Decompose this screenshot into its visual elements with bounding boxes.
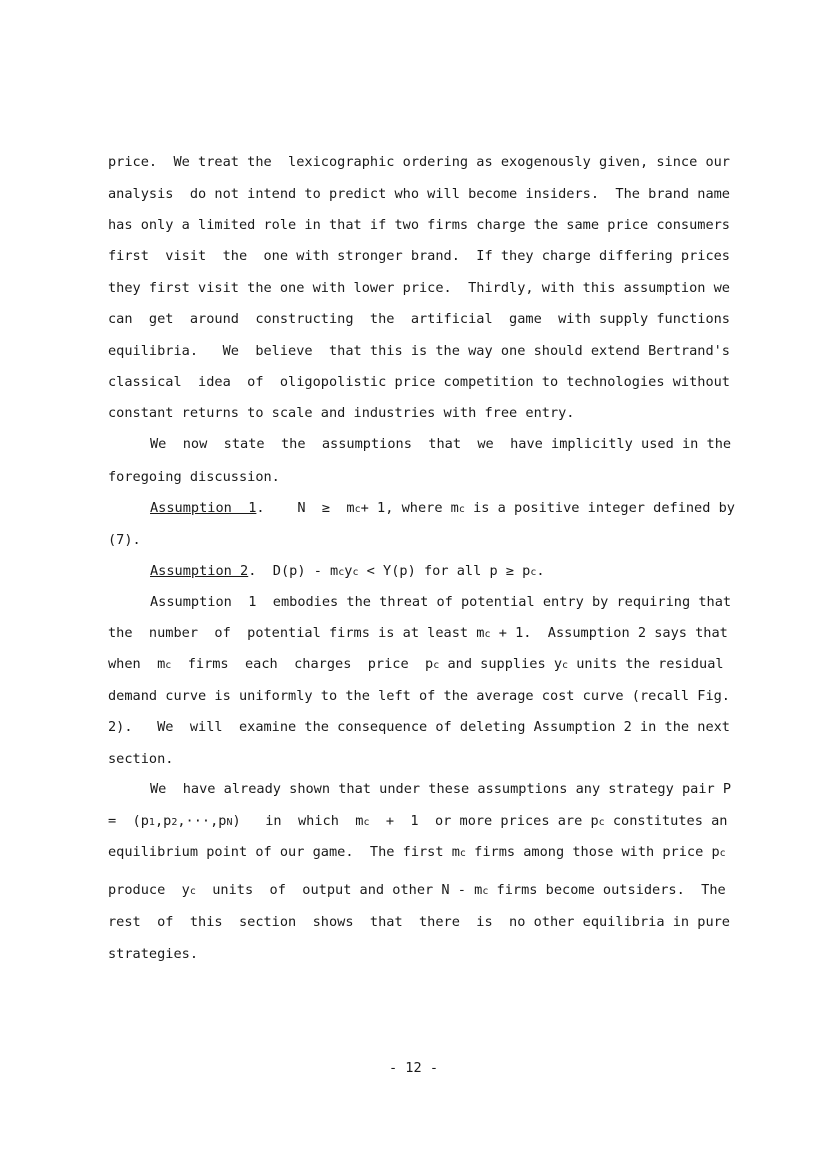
para4-l2-a: = (p: [108, 813, 149, 829]
para3-line-1: Assumption 1 embodies the threat of potential entry by requiring that: [150, 594, 732, 610]
assumption-2-text-a: . D(p) - m: [248, 563, 339, 579]
para3-l3-b: firms each charges price p: [171, 656, 434, 672]
para4-l2-e: + 1 or more prices are p: [369, 813, 599, 829]
assumption-1-text-b: + 1, where m: [360, 500, 459, 516]
para4-l4-a: produce y: [108, 882, 190, 898]
assumption-1-text-a: . N ≥ m: [256, 500, 355, 516]
para4-line-6: strategies.: [108, 946, 199, 962]
para3-line-4: demand curve is uniformly to the left of the average cost curve (recall Fig.: [108, 688, 730, 704]
para3-line-3: when m c firms each charges price p c and supplies y c units the residual: [108, 656, 724, 672]
assumption-1-continuation: (7).: [108, 532, 141, 548]
para4-l2-c: ,···,p: [177, 813, 227, 829]
page-number: - 12 -: [388, 1060, 439, 1076]
assumption-1-label: Assumption 1: [150, 500, 257, 516]
para4-l3-a: equilibrium point of our game. The first m: [108, 844, 460, 860]
para4-l2-b: ,p: [154, 813, 172, 829]
para1-line-3: has only a limited role in that if two firms charge the same price consumers: [108, 217, 730, 233]
para4-line-4: produce y c units of output and other N - m c firms become outsiders. The: [108, 882, 726, 898]
para1-line-4: first visit the one with stronger brand. If they charge differing prices: [108, 248, 730, 264]
para4-l4-b: units of output and other N - m: [195, 882, 483, 898]
assumption-2-text-b: y: [344, 563, 353, 579]
para1-line-2: analysis do not intend to predict who will become insiders. The brand name: [108, 186, 730, 202]
assumption-2: Assumption 2 . D(p) - m c y c < Y(p) for all p ≥ p c .: [150, 563, 545, 579]
para1-line-7: equilibria. We believe that this is the way one should extend Bertrand's: [108, 343, 730, 359]
assumption-2-text-c: < Y(p) for all p ≥ p: [358, 563, 531, 579]
para2-line-2: foregoing discussion.: [108, 469, 280, 485]
para3-l3-a: when m: [108, 656, 166, 672]
para1-line-1: price. We treat the lexicographic ordering as exogenously given, since our: [108, 154, 730, 170]
assumption-2-label: Assumption 2: [150, 563, 249, 579]
para4-line-5: rest of this section shows that there is no other equilibria in pure: [108, 914, 730, 930]
assumption-2-text-d: .: [536, 563, 545, 579]
para3-line-5: 2). We will examine the consequence of deleting Assumption 2 in the next: [108, 719, 730, 735]
para4-line-2: = (p 1 ,p 2 ,···,p N ) in which m c + 1 or more prices are p c constitutes an: [108, 813, 728, 829]
para4-l2-f: constitutes an: [604, 813, 728, 829]
assumption-1-text-c: is a positive integer defined by: [464, 500, 735, 516]
para3-line-2: the number of potential firms is at least m c + 1. Assumption 2 says that: [108, 625, 728, 641]
para1-line-9: constant returns to scale and industries with free entry.: [108, 405, 575, 421]
para4-line-1: We have already shown that under these assumptions any strategy pair P: [150, 781, 732, 797]
para1-line-6: can get around constructing the artificial game with supply functions: [108, 311, 730, 327]
para1-line-5: they first visit the one with lower price. Thirdly, with this assumption we: [108, 280, 730, 296]
para4-line-3: equilibrium point of our game. The first m c firms among those with price p c: [108, 844, 726, 860]
assumption-1: Assumption 1 . N ≥ m c + 1, where m c is a positive integer defined by: [150, 500, 735, 516]
para4-l4-c: firms become outsiders. The: [488, 882, 726, 898]
para3-line-6: section.: [108, 751, 174, 767]
para3-l3-c: and supplies y: [439, 656, 563, 672]
para2-line-1: We now state the assumptions that we have implicitly used in the: [150, 436, 732, 452]
para3-l3-d: units the residual: [568, 656, 724, 672]
para1-line-8: classical idea of oligopolistic price competition to technologies without: [108, 374, 730, 390]
para3-l2-b: + 1. Assumption 2 says that: [490, 625, 728, 641]
para3-l2-a: the number of potential firms is at least m: [108, 625, 485, 641]
para4-l3-b: firms among those with price p: [465, 844, 720, 860]
para4-l2-d: ) in which m: [232, 813, 364, 829]
